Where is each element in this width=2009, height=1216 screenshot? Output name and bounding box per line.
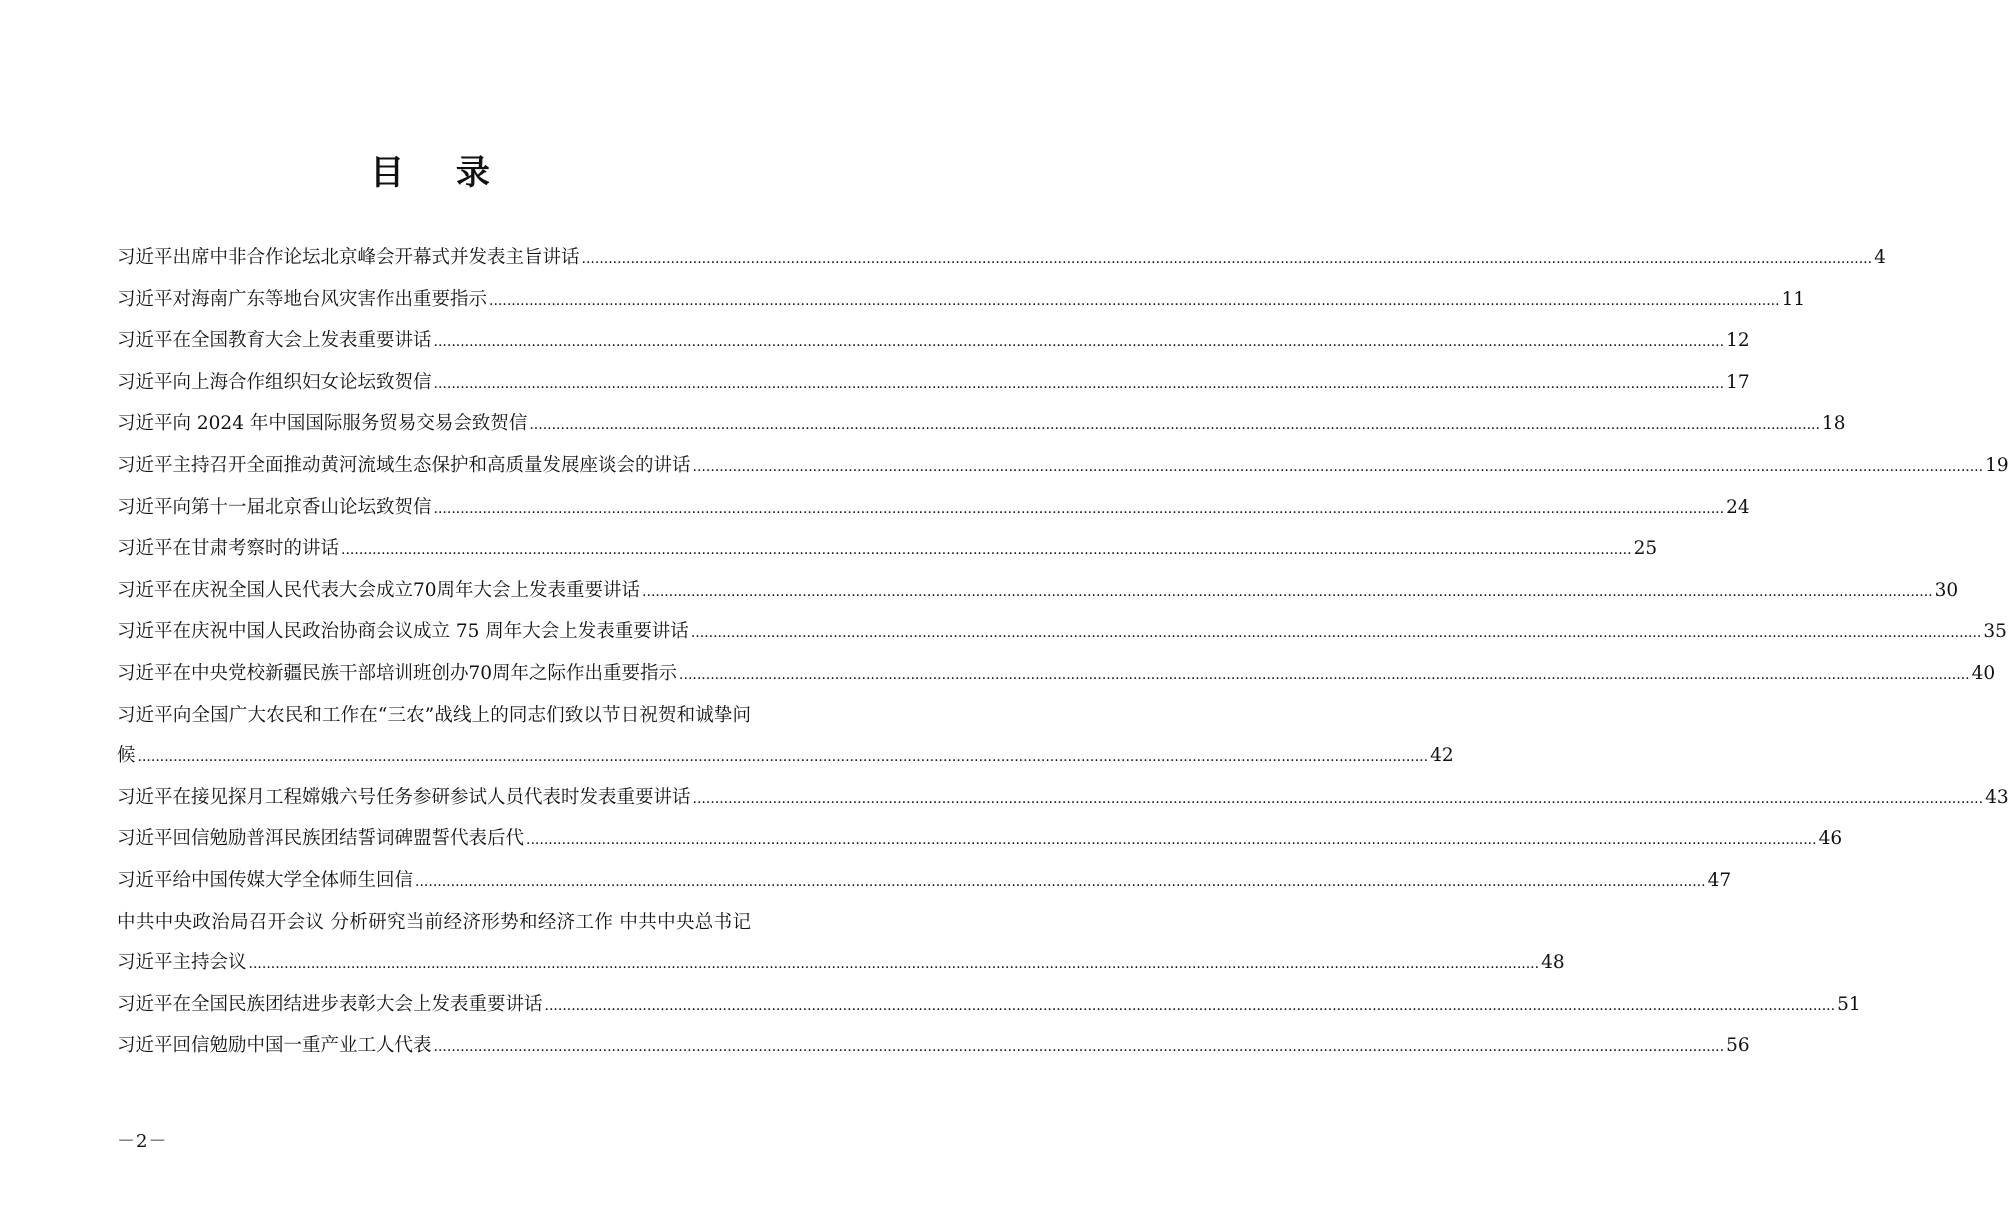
toc-entry-title-line: 中共中央政治局召开会议 分析研究当前经济形势和经济工作 中共中央总书记 (117, 911, 751, 933)
toc-entry-title: 习近平在庆祝中国人民政治协商会议成立 75 周年大会上发表重要讲话 (117, 621, 689, 643)
dot-leader (693, 446, 1984, 488)
toc-entry[interactable] (117, 404, 1846, 446)
toc-page-number: 18 (1821, 413, 1846, 435)
dot-leader (526, 819, 1817, 861)
toc-entry-last-line (117, 321, 1750, 363)
dot-leader (434, 321, 1725, 363)
toc-entry-last-line (117, 280, 1806, 322)
toc-page-number: 35 (1983, 621, 2007, 643)
toc-entry-title: 习近平给中国传媒大学全体师生回信 (117, 869, 414, 891)
toc-page-number: 25 (1633, 538, 1658, 560)
toc-entry-title: 习近平向上海合作组织妇女论坛致贺信 (117, 371, 432, 393)
toc-entry-last-line (117, 861, 1732, 903)
toc-entry-title: 习近平主持召开全面推动黄河流域生态保护和高质量发展座谈会的讲话 (117, 454, 691, 476)
toc-page-number: 17 (1726, 371, 1750, 393)
toc-page-number: 12 (1726, 330, 1750, 352)
toc-entry[interactable] (117, 1026, 1750, 1068)
page-title: 目 录 (370, 153, 510, 193)
dot-leader (489, 280, 1780, 322)
toc-entry-last-line (117, 363, 1750, 405)
toc-entry[interactable] (117, 571, 1959, 613)
toc-entry-last-line (117, 446, 2009, 488)
toc-entry-title: 候 (117, 745, 136, 767)
dot-leader (691, 612, 1982, 654)
toc-entry[interactable] (117, 778, 2009, 820)
dot-leader (642, 571, 1933, 613)
toc-entry-title: 习近平回信勉励中国一重产业工人代表 (117, 1035, 432, 1057)
toc-page-number: 4 (1874, 247, 1886, 268)
toc-entry-title: 习近平主持会议 (117, 952, 247, 974)
toc-page-number: 46 (1818, 828, 1843, 850)
dot-leader (415, 861, 1706, 903)
toc-entry-last-line (117, 488, 1750, 530)
dot-leader (434, 363, 1725, 405)
toc-page-number: 11 (1781, 288, 1806, 310)
toc-entry[interactable] (117, 985, 1861, 1027)
dot-leader (341, 529, 1632, 571)
dot-leader (545, 985, 1836, 1027)
toc-entry[interactable] (117, 238, 1886, 280)
dot-leader (434, 1026, 1725, 1068)
dot-leader (582, 238, 1873, 280)
toc-entry-last-line (117, 612, 2007, 654)
toc-entry-last-line (117, 238, 1886, 280)
toc-page-number: 24 (1726, 496, 1750, 518)
toc-entry-title-line: 习近平向全国广大农民和工作在“三农”战线上的同志们致以节日祝贺和诚挚问 (117, 704, 751, 726)
toc-entry-last-line (117, 943, 1565, 985)
toc-entry[interactable] (117, 696, 1454, 778)
toc-entry-last-line (117, 985, 1861, 1027)
toc-entry[interactable] (117, 488, 1750, 530)
toc-page-number: 30 (1934, 579, 1959, 601)
toc-entry-last-line (117, 1026, 1750, 1068)
toc-page-number: 56 (1726, 1035, 1750, 1057)
toc-entry-last-line (117, 654, 1996, 696)
toc-page-number: 19 (1985, 454, 2009, 476)
toc-page-number: 42 (1430, 745, 1454, 767)
toc-entry[interactable] (117, 321, 1750, 363)
toc-entry-title: 习近平对海南广东等地台风灾害作出重要指示 (117, 288, 488, 310)
toc-entry-title: 习近平在甘肃考察时的讲话 (117, 538, 340, 560)
toc-entry[interactable] (117, 529, 1658, 571)
toc-page-number: 48 (1541, 952, 1565, 974)
dot-leader (679, 654, 1970, 696)
toc-entry[interactable] (117, 363, 1750, 405)
toc-entry-last-line (117, 778, 2009, 820)
toc-entry-last-line (117, 571, 1959, 613)
toc-page-number: 51 (1837, 993, 1861, 1015)
toc-entry[interactable] (117, 280, 1806, 322)
toc-entry-title: 习近平回信勉励普洱民族团结誓词碑盟誓代表后代 (117, 828, 525, 850)
toc-entry-title: 习近平出席中非合作论坛北京峰会开幕式并发表主旨讲话 (117, 247, 580, 268)
dot-leader (249, 943, 1540, 985)
table-of-contents (117, 238, 2009, 1068)
dot-leader (138, 736, 1429, 778)
toc-entry-title: 习近平向 2024 年中国国际服务贸易交易会致贺信 (117, 413, 528, 435)
toc-entry-title: 习近平在中央党校新疆民族干部培训班创办70周年之际作出重要指示 (117, 662, 678, 684)
page-number-footer: －2－ (117, 1131, 168, 1152)
toc-entry-last-line (117, 529, 1658, 571)
toc-entry[interactable] (117, 654, 1996, 696)
toc-entry-last-line (117, 404, 1846, 446)
toc-entry-title: 习近平在庆祝全国人民代表大会成立70周年大会上发表重要讲话 (117, 579, 641, 601)
toc-page-number: 47 (1707, 869, 1732, 891)
toc-entry[interactable] (117, 861, 1732, 903)
toc-entry-title: 习近平在全国教育大会上发表重要讲话 (117, 330, 432, 352)
toc-entry[interactable] (117, 612, 2007, 654)
dot-leader (693, 778, 1984, 820)
toc-entry-last-line (117, 819, 1843, 861)
toc-entry-title: 习近平在全国民族团结进步表彰大会上发表重要讲话 (117, 993, 543, 1015)
dot-leader (434, 488, 1725, 530)
toc-entry[interactable] (117, 446, 2009, 488)
toc-entry-title: 习近平在接见探月工程嫦娥六号任务参研参试人员代表时发表重要讲话 (117, 786, 691, 808)
toc-entry[interactable] (117, 819, 1843, 861)
dot-leader (529, 404, 1820, 446)
toc-page-number: 43 (1985, 786, 2009, 808)
toc-entry-last-line (117, 736, 1454, 778)
toc-entry[interactable] (117, 903, 1565, 985)
toc-entry-title: 习近平向第十一届北京香山论坛致贺信 (117, 496, 432, 518)
toc-page-number: 40 (1971, 662, 1996, 684)
